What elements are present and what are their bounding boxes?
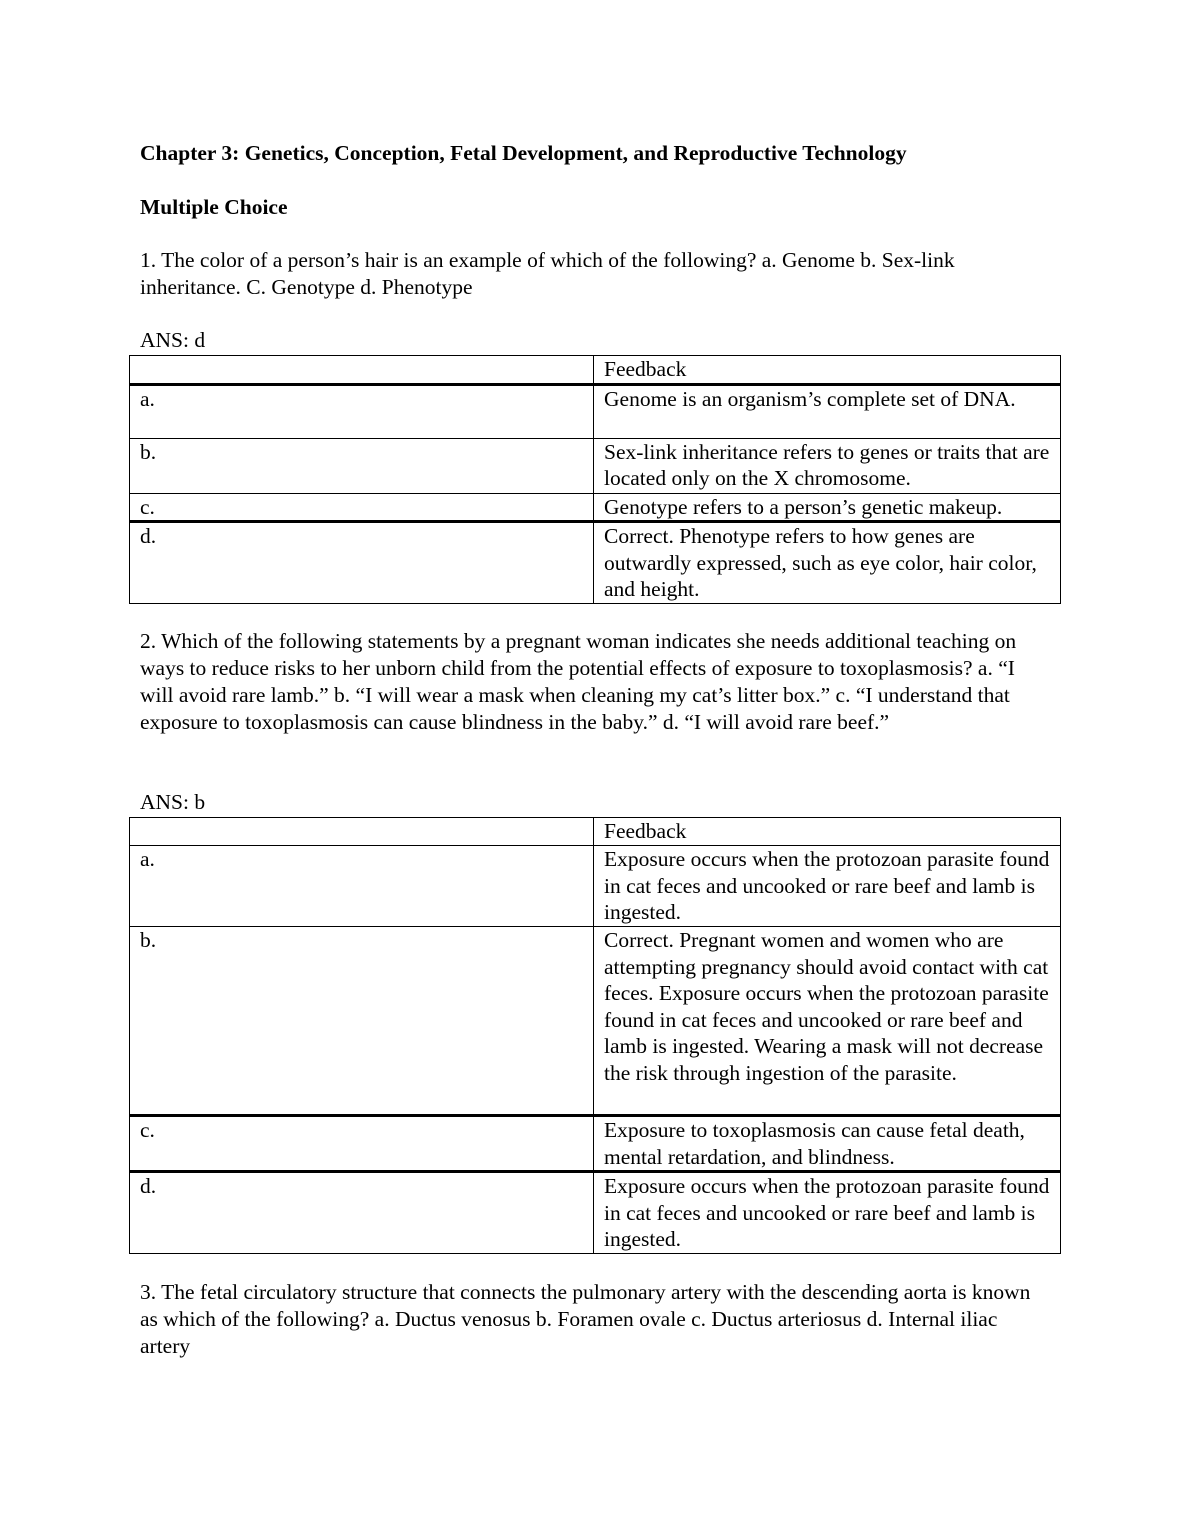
table-row: [130, 493, 1061, 522]
feedback-text: Genome is an organism’s complete set of DNA.: [594, 384, 1061, 438]
question-2-text: 2. Which of the following statements by a pregnant woman indicates she needs additional teaching on ways to reduce risks to her unborn child from the potential effects of exposure to toxoplasmosis? a. “I will avoid rare lamb.” b. “I will wear a mask when cleaning my cat’s litter box.” c. “I understand that exposure to toxoplasmosis can cause blindness in the baby.” d. “I will avoid rare beef.”: [140, 629, 1017, 734]
question-3-text: 3. The fetal circulatory structure that connects the pulmonary artery with the descending aorta is known as which of the following? a. Ductus venosus b. Foramen ovale c. Ductus arteriosus d. Internal iliac artery: [140, 1280, 1031, 1358]
question-1-feedback-table: [129, 355, 1061, 604]
question-2-answer: ANS: b: [140, 790, 206, 814]
feedback-text: Sex-link inheritance refers to genes or traits that are located only on the X chromosome.: [594, 438, 1061, 493]
option-label: c.: [130, 1116, 594, 1172]
option-label: b.: [130, 438, 594, 493]
header-feedback-cell: Feedback: [594, 818, 1061, 846]
table-header-row: [130, 818, 1061, 846]
feedback-text: Correct. Pregnant women and women who are attempting pregnancy should avoid contact with cat feces. Exposure occurs when the protozoan parasite found in cat feces and uncooked or rare beef and lamb is ingested. Wearing a mask will not decrease the risk through ingestion of the parasite.: [594, 927, 1061, 1116]
option-label: a.: [130, 846, 594, 927]
option-label: a.: [130, 384, 594, 438]
question-2-feedback-table: [129, 817, 1061, 1254]
table-row: [130, 522, 1061, 604]
header-feedback-cell: Feedback: [594, 356, 1061, 385]
feedback-text: Genotype refers to a person’s genetic makeup.: [594, 493, 1061, 522]
option-label: c.: [130, 493, 594, 522]
option-label: d.: [130, 1172, 594, 1254]
chapter-title: Chapter 3: Genetics, Conception, Fetal Development, and Reproductive Technology: [140, 141, 907, 165]
table-row: [130, 1172, 1061, 1254]
question-1-answer: ANS: d: [140, 328, 206, 352]
table-row: [130, 1116, 1061, 1172]
table-header-row: [130, 356, 1061, 385]
table-row: [130, 438, 1061, 493]
feedback-text: Exposure to toxoplasmosis can cause fetal death, mental retardation, and blindness.: [594, 1116, 1061, 1172]
option-label: d.: [130, 522, 594, 604]
question-1-text: 1. The color of a person’s hair is an example of which of the following? a. Genome b. Sex-link inheritance. C. Genotype d. Phenotype: [140, 248, 955, 299]
feedback-text: Exposure occurs when the protozoan parasite found in cat feces and uncooked or rare beef and lamb is ingested.: [594, 846, 1061, 927]
table-row: [130, 846, 1061, 927]
header-option-cell: [130, 356, 594, 385]
header-option-cell: [130, 818, 594, 846]
feedback-text: Correct. Phenotype refers to how genes are outwardly expressed, such as eye color, hair color, and height.: [594, 522, 1061, 604]
option-label: b.: [130, 927, 594, 1116]
table-row: [130, 384, 1061, 438]
table-row: [130, 927, 1061, 1116]
feedback-text: Exposure occurs when the protozoan parasite found in cat feces and uncooked or rare beef and lamb is ingested.: [594, 1172, 1061, 1254]
section-heading: Multiple Choice: [140, 195, 288, 219]
